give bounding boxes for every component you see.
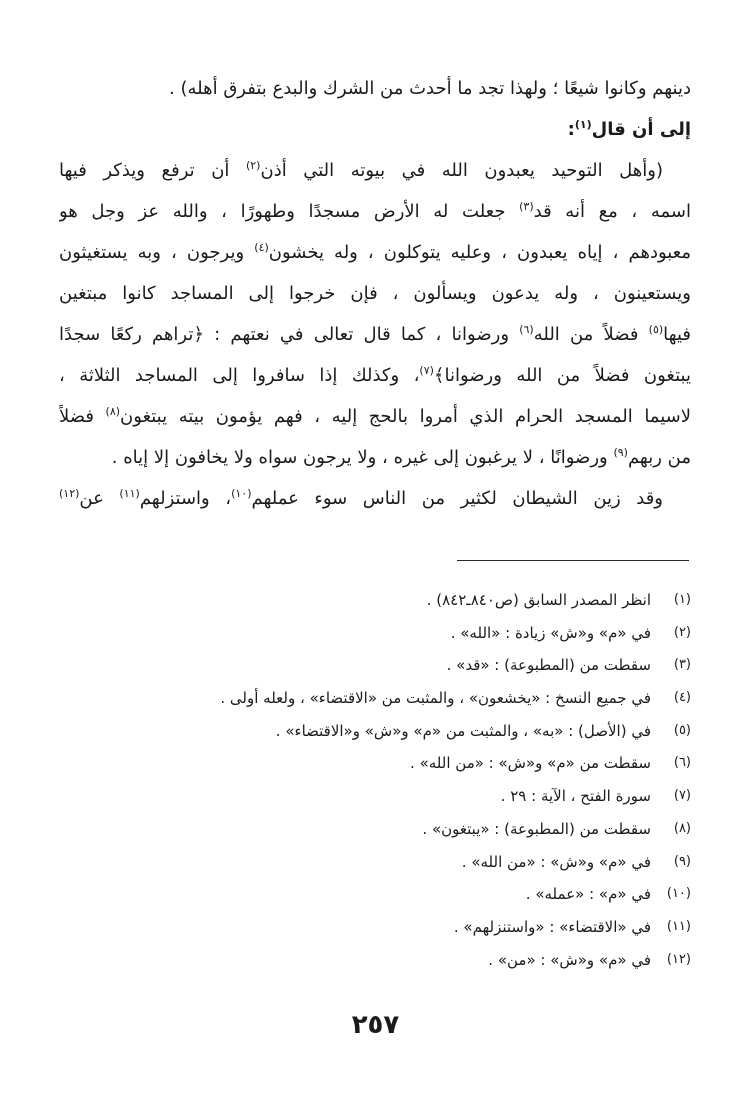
text-line-6: ويستعينون ، وله يدعون ويسألون ، فإن خرجوا إلى المساجد كانوا مبتغين (59, 283, 691, 304)
footnote-number: (١١) (666, 918, 691, 934)
footnote-item (59, 649, 691, 682)
footnote-ref-1: (١) (574, 118, 592, 131)
footnote-item (59, 911, 691, 944)
footnote-ref-7: (٧) (419, 364, 434, 377)
heading-text: إلى أن قال (591, 119, 691, 140)
footnote-text: سقطت من (المطبوعة) : «قد» . (446, 656, 651, 675)
text-line-1: دينهم وكانوا شيعًا ؛ ولهذا تجد ما أحدث من الشرك والبدع بتفرق أهله) . (169, 78, 691, 99)
footnote-number: (٩) (673, 853, 691, 869)
text-line-3: (وأهل التوحيد يعبدون الله في بيوته التي أذن$^{(٢)}$ أن ترفع ويذكر فيها (59, 159, 664, 181)
heading-colon: : (567, 119, 575, 140)
footnotes-list (59, 584, 691, 976)
footnote-item (59, 944, 691, 977)
footnote-item (59, 878, 691, 911)
footnote-number: (٣) (673, 657, 691, 673)
footnote-item (59, 617, 691, 650)
footnote-number: (٦) (673, 755, 691, 771)
footnote-ref-5: (٥) (648, 323, 664, 336)
footnote-ref-3: (٣) (519, 200, 534, 213)
text-line-9: لاسيما المسجد الحرام الذي أمروا بالحج إليه ، فهم يؤمون بيته يبتغون$^{(٨)}$ فضلاً (59, 405, 691, 427)
footnote-ref-10: (١٠) (231, 487, 252, 500)
text-line-10: من ربهم$^{(٩)}$ ورضوانًا ، لا يرغبون إلى غيره ، ولا يرجون سواه ولا يخافون إلا إياه . (111, 446, 691, 468)
text-line-11: وقد زين الشيطان لكثير من الناس سوء عملهم$^{(١٠)}$، واستزلهم$^{(١١)}$ عن$^{(١٢)}$ (59, 487, 663, 509)
footnote-number: (٢) (673, 624, 691, 640)
footnote-ref-11: (١١) (119, 487, 140, 500)
footnote-ref-4: (٤) (254, 241, 269, 254)
text-line-4: اسمه ، مع أنه قد$^{(٣)}$ جعلت له الأرض مسجدًا وطهورًا ، والله عز وجل هو (59, 200, 691, 222)
main-text (59, 68, 691, 519)
footnote-text: سقطت من «م» و«ش» : «من الله» . (410, 754, 651, 773)
text-line-5: معبودهم ، إياه يعبدون ، وعليه يتوكلون ، وله يخشون$^{(٤)}$ ويرجون ، وبه يستغيثون (59, 241, 691, 263)
footnote-ref-6: (٦) (519, 323, 534, 336)
footnote-item (59, 780, 691, 813)
footnote-text: في جميع النسخ : «يخشعون» ، والمثبت من «الاقتضاء» ، ولعله أولى . (220, 689, 651, 708)
footnote-number: (٧) (673, 788, 691, 804)
footnote-item (59, 682, 691, 715)
footnote-ref-12: (١٢) (59, 487, 80, 500)
footnote-item (59, 584, 691, 617)
footnote-ref-2: (٢) (245, 159, 261, 172)
footnote-text: في «م» : «عمله» . (525, 885, 651, 904)
footnote-text: انظر المصدر السابق (ص٨٤٠ـ٨٤٢) . (426, 591, 651, 609)
footnote-ref-9: (٩) (613, 446, 628, 459)
footnote-ref-8: (٨) (105, 405, 121, 418)
footnote-text: في «م» و«ش» : «من الله» . (461, 852, 651, 871)
footnote-separator (457, 560, 689, 561)
footnote-number: (٨) (673, 820, 691, 836)
footnote-number: (١٠) (666, 886, 691, 902)
footnote-text: سقطت من (المطبوعة) : «يبتغون» . (422, 819, 651, 838)
footnote-text: في «م» و«ش» زيادة : «الله» . (450, 623, 651, 642)
footnote-text: سورة الفتح ، الآية : ٢٩ . (500, 787, 651, 806)
footnote-item (59, 813, 691, 846)
section-heading (59, 109, 691, 150)
footnote-text: في «م» و«ش» : «من» . (488, 950, 651, 969)
footnote-number: (١) (673, 592, 691, 607)
footnote-text: في (الأصل) : «به» ، والمثبت من «م» و«ش» و«الاقتضاء» . (275, 721, 651, 740)
footnote-number: (١٢) (666, 951, 691, 967)
page-number: ٢٥٧ (351, 1010, 400, 1040)
footnote-item (59, 715, 691, 748)
footnote-text: في «الاقتضاء» : «واستنزلهم» . (453, 917, 651, 936)
footnote-number: (٤) (673, 690, 691, 706)
text-line-8: يبتغون فضلاً من الله ورضوانا﴾$^{(٧)}$، وكذلك إذا سافروا إلى المساجد الثلاثة ، (59, 364, 691, 386)
text-line-7: فيها$^{(٥)}$ فضلاً من الله$^{(٦)}$ ورضوانا ، كما قال تعالى في نعتهم : ﴿تراهم ركعًا سجدًا (59, 323, 691, 345)
footnote-item (59, 846, 691, 879)
footnote-number: (٥) (673, 722, 691, 738)
footnote-item (59, 747, 691, 780)
